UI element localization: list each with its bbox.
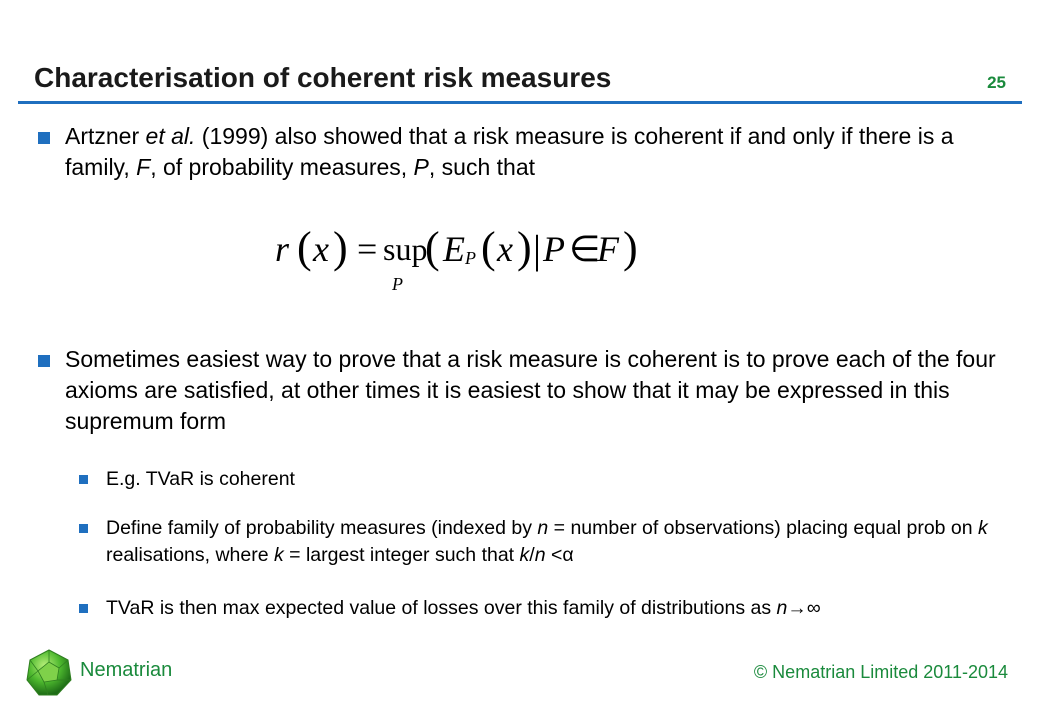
text-run: = number of observations) placing equal prob on (548, 517, 979, 539)
formula-x: x (497, 229, 513, 269)
text-run-italic: n (537, 517, 549, 539)
text-run: , of probability measures, (150, 154, 414, 180)
text-run: Define family of probability measures (indexed by (106, 517, 538, 539)
text-run: , such that (428, 154, 536, 180)
text-run-italic: F (136, 154, 151, 180)
formula-paren: ( (425, 223, 440, 272)
formula-equals: = (357, 229, 378, 269)
formula-paren: ( (481, 223, 496, 272)
text-run-italic: k (519, 544, 530, 566)
formula-p: P (543, 229, 565, 269)
text-run-italic: n (534, 544, 546, 566)
formula-element-of: ∈ (569, 229, 601, 269)
text-run-italic: et al. (145, 123, 196, 149)
text-run: / (529, 544, 535, 566)
formula-given-bar: | (533, 227, 542, 272)
slide-number: 25 (987, 73, 1006, 92)
sub-bullet-define-family (106, 515, 1006, 569)
footer-brand: Nematrian (80, 659, 173, 681)
text-run: realisations, where (106, 544, 274, 566)
text-run: Artzner (65, 123, 146, 149)
sub-bullet-marker (79, 475, 88, 484)
text-run: = largest integer such that (283, 544, 520, 566)
text-run: TVaR is then max expected value of losses over this family of distributions as (106, 597, 777, 619)
formula-r: r (275, 229, 290, 269)
bullet-supremum-form: Sometimes easiest way to prove that a risk measure is coherent is to prove each of the four axioms are satisfied, at other times it is easiest to show that it may be expressed in this supremum form (65, 346, 996, 434)
sub-bullet-marker (79, 604, 88, 613)
title-divider (18, 101, 1022, 104)
text-run: (1999) also showed that a risk measure is coherent if and only if there is a family, (65, 123, 954, 180)
text-run-italic: k (978, 517, 988, 539)
footer-copyright: © Nematrian Limited 2011-2014 (753, 662, 1008, 682)
formula-f: F (597, 229, 619, 269)
formula-sup: sup (383, 231, 428, 267)
bullet-marker (38, 132, 50, 144)
formula-expectation: E (443, 229, 465, 269)
page-title: Characterisation of coherent risk measures (34, 62, 612, 93)
formula-paren: ) (623, 223, 638, 272)
formula-paren: ( (297, 223, 312, 272)
text-run: <α (545, 544, 574, 566)
text-run-italic: k (274, 544, 284, 566)
text-run-italic: n (776, 597, 788, 619)
sub-bullet-tvar-coherent: E.g. TVaR is coherent (106, 468, 295, 490)
nematrian-logo-icon (24, 648, 74, 698)
text-run: →∞ (787, 597, 821, 619)
formula-sup-subscript: P (392, 274, 403, 294)
formula-x: x (313, 229, 329, 269)
formula-paren: ) (333, 223, 348, 272)
bullet-artzner (65, 121, 1005, 183)
sub-bullet-marker (79, 524, 88, 533)
formula-expectation-subscript: P (465, 248, 476, 268)
sub-bullet-tvar-max (106, 595, 1006, 622)
formula-paren: ) (517, 223, 532, 272)
text-run-italic: P (413, 154, 429, 180)
bullet-marker (38, 355, 50, 367)
coherent-risk-formula (275, 223, 655, 298)
